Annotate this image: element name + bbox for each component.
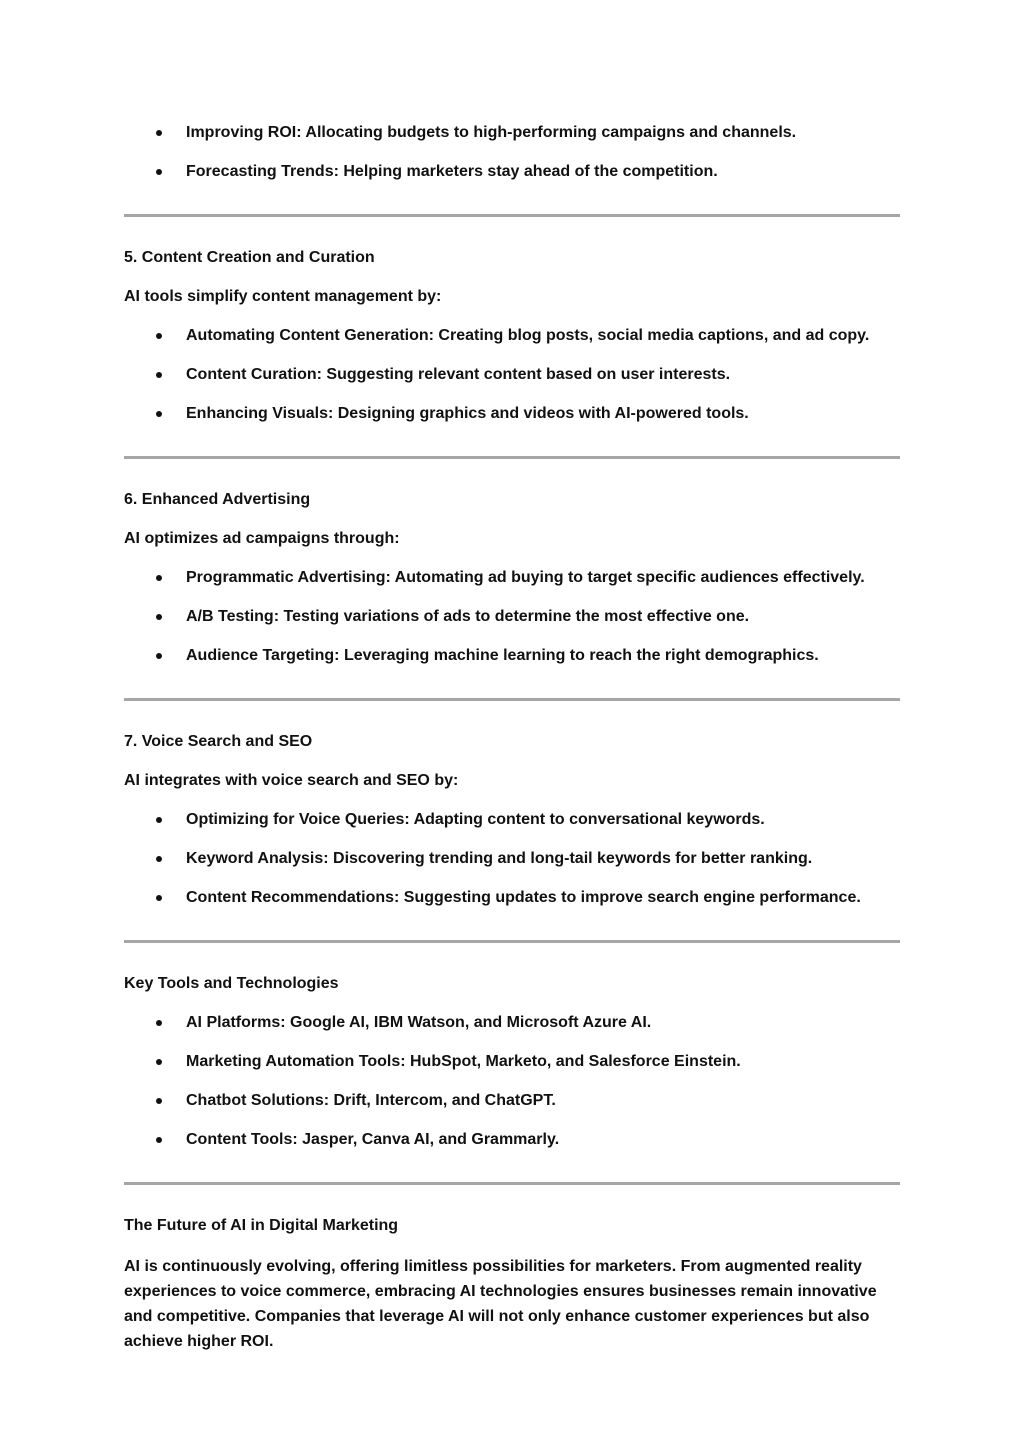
list-item bbox=[124, 1090, 900, 1112]
list-item-text: Automating Content Generation: Creating blog posts, social media captions, and ad copy. bbox=[186, 327, 870, 344]
list-item bbox=[124, 364, 900, 386]
list-item bbox=[124, 1051, 900, 1073]
list-item bbox=[124, 887, 900, 909]
list-item-text: Optimizing for Voice Queries: Adapting content to conversational keywords. bbox=[186, 811, 765, 828]
list-item bbox=[124, 645, 900, 667]
section-bullet-list bbox=[124, 325, 900, 425]
section-heading: The Future of AI in Digital Marketing bbox=[124, 1217, 399, 1234]
section-bullet-list bbox=[124, 567, 900, 667]
section-divider bbox=[124, 456, 900, 459]
section-enhanced-advertising bbox=[124, 489, 900, 667]
section-heading: 7. Voice Search and SEO bbox=[124, 733, 313, 750]
section-intro: AI integrates with voice search and SEO by: bbox=[124, 772, 459, 789]
list-item bbox=[124, 161, 900, 183]
list-item-text: Keyword Analysis: Discovering trending and long-tail keywords for better ranking. bbox=[186, 850, 813, 867]
list-item bbox=[124, 1129, 900, 1151]
bullet-icon bbox=[156, 169, 162, 175]
bullet-icon bbox=[156, 1020, 162, 1026]
section-divider bbox=[124, 698, 900, 701]
bullet-icon bbox=[156, 411, 162, 417]
list-item-text: AI Platforms: Google AI, IBM Watson, and Microsoft Azure AI. bbox=[186, 1014, 652, 1031]
section-bullet-list bbox=[124, 1012, 900, 1151]
bullet-icon bbox=[156, 856, 162, 862]
list-item-text: Content Tools: Jasper, Canva AI, and Grammarly. bbox=[186, 1131, 560, 1148]
bullet-icon bbox=[156, 1098, 162, 1104]
list-item-text: Chatbot Solutions: Drift, Intercom, and ChatGPT. bbox=[186, 1092, 556, 1109]
bullet-icon bbox=[156, 653, 162, 659]
list-item-text: Content Curation: Suggesting relevant content based on user interests. bbox=[186, 366, 731, 383]
list-item bbox=[124, 122, 900, 144]
top-bullet-list bbox=[124, 122, 900, 183]
list-item-text: Marketing Automation Tools: HubSpot, Marketo, and Salesforce Einstein. bbox=[186, 1053, 741, 1070]
bullet-icon bbox=[156, 372, 162, 378]
list-item bbox=[124, 1012, 900, 1034]
bullet-icon bbox=[156, 333, 162, 339]
list-item-text: Enhancing Visuals: Designing graphics and videos with AI-powered tools. bbox=[186, 405, 749, 422]
document-content bbox=[124, 122, 900, 1354]
section-future bbox=[124, 1215, 900, 1354]
list-item-text: Forecasting Trends: Helping marketers stay ahead of the competition. bbox=[186, 163, 718, 180]
list-item bbox=[124, 567, 900, 589]
list-item-text: A/B Testing: Testing variations of ads to determine the most effective one. bbox=[186, 608, 750, 625]
list-item-text: Audience Targeting: Leveraging machine learning to reach the right demographics. bbox=[186, 647, 819, 664]
bullet-icon bbox=[156, 1137, 162, 1143]
section-heading: Key Tools and Technologies bbox=[124, 975, 339, 992]
section-key-tools bbox=[124, 973, 900, 1151]
section-intro: AI tools simplify content management by: bbox=[124, 288, 442, 305]
section-paragraph: AI is continuously evolving, offering limitless possibilities for marketers. From augmented reality experiences to voice commerce, embracing AI technologies ensures businesses remain innovative and competitive. Companies that leverage AI will not only enhance customer experiences but also achieve higher ROI. bbox=[124, 1258, 877, 1350]
section-divider bbox=[124, 214, 900, 217]
bullet-icon bbox=[156, 614, 162, 620]
section-divider bbox=[124, 1182, 900, 1185]
bullet-icon bbox=[156, 817, 162, 823]
list-item-text: Programmatic Advertising: Automating ad buying to target specific audiences effectively. bbox=[186, 569, 865, 586]
section-heading: 6. Enhanced Advertising bbox=[124, 491, 311, 508]
bullet-icon bbox=[156, 895, 162, 901]
list-item-text: Content Recommendations: Suggesting updates to improve search engine performance. bbox=[186, 889, 861, 906]
section-heading: 5. Content Creation and Curation bbox=[124, 249, 375, 266]
bullet-icon bbox=[156, 1059, 162, 1065]
list-item bbox=[124, 403, 900, 425]
list-item bbox=[124, 809, 900, 831]
section-intro: AI optimizes ad campaigns through: bbox=[124, 530, 400, 547]
list-item-text: Improving ROI: Allocating budgets to high-performing campaigns and channels. bbox=[186, 124, 797, 141]
list-item bbox=[124, 848, 900, 870]
bullet-icon bbox=[156, 130, 162, 136]
section-divider bbox=[124, 940, 900, 943]
list-item bbox=[124, 325, 900, 347]
list-item bbox=[124, 606, 900, 628]
section-content-creation bbox=[124, 247, 900, 425]
section-voice-search-seo bbox=[124, 731, 900, 909]
bullet-icon bbox=[156, 575, 162, 581]
section-bullet-list bbox=[124, 809, 900, 909]
